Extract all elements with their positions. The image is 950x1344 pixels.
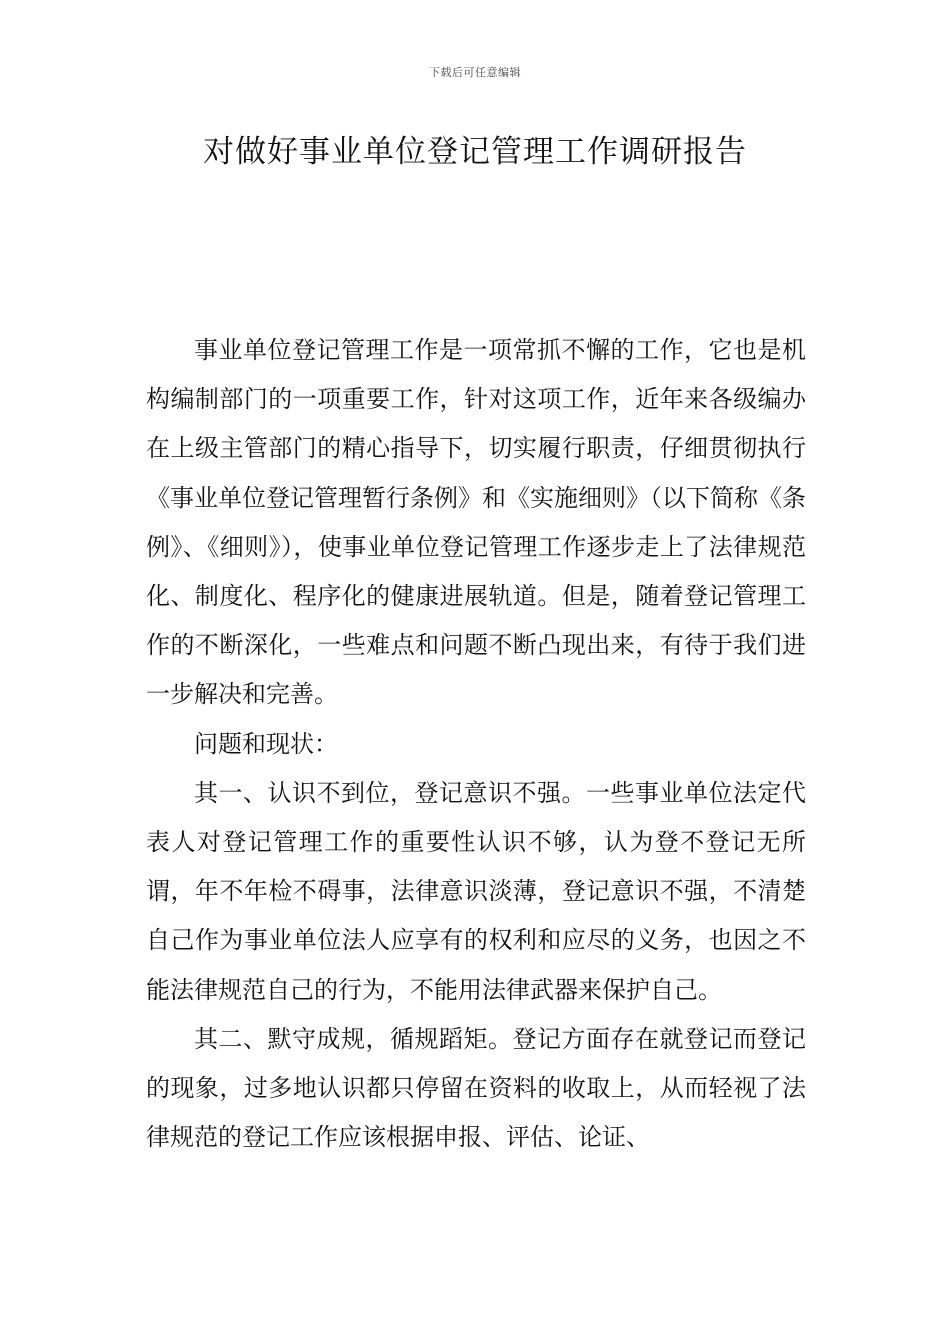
paragraph-issue-one: 其一、认识不到位，登记意识不强。一些事业单位法定代表人对登记管理工作的重要性认识不够，认为登不登记无所谓，年不年检不碍事，法律意识淡薄，登记意识不强，不清楚自己作为事业单位法人应享有的权利和应尽的义务，也因之不能法律规范自己的行为，不能用法律武器来保护自己。 [146, 778, 806, 1004]
paragraph-intro: 事业单位登记管理工作是一项常抓不懈的工作，它也是机构编制部门的一项重要工作，针对这项工作，近年来各级编办在上级主管部门的精心指导下，切实履行职责，仔细贯彻执行《事业单位登记管理暂行条例》和《实施细则》（以下简称《条例》、《细则》），使事业单位登记管理工作逐步走上了法律规范化、制度化、程序化的健康进展轨道。但是，随着登记管理工作的不断深化，一些难点和问题不断凸现出来，有待于我们进一步解决和完善。 [146, 336, 806, 709]
document-body [146, 326, 806, 1162]
paragraph-issue-two: 其二、默守成规，循规蹈矩。登记方面存在就登记而登记的现象，过多地认识都只停留在资料的收取上，从而轻视了法律规范的登记工作应该根据申报、评估、论证、 [146, 1024, 806, 1152]
document-title: 对做好事业单位登记管理工作调研报告 [203, 134, 747, 170]
page-header-note: 下载后可任意编辑 [429, 66, 521, 79]
paragraph-heading-issues: 问题和现状： [194, 729, 338, 758]
